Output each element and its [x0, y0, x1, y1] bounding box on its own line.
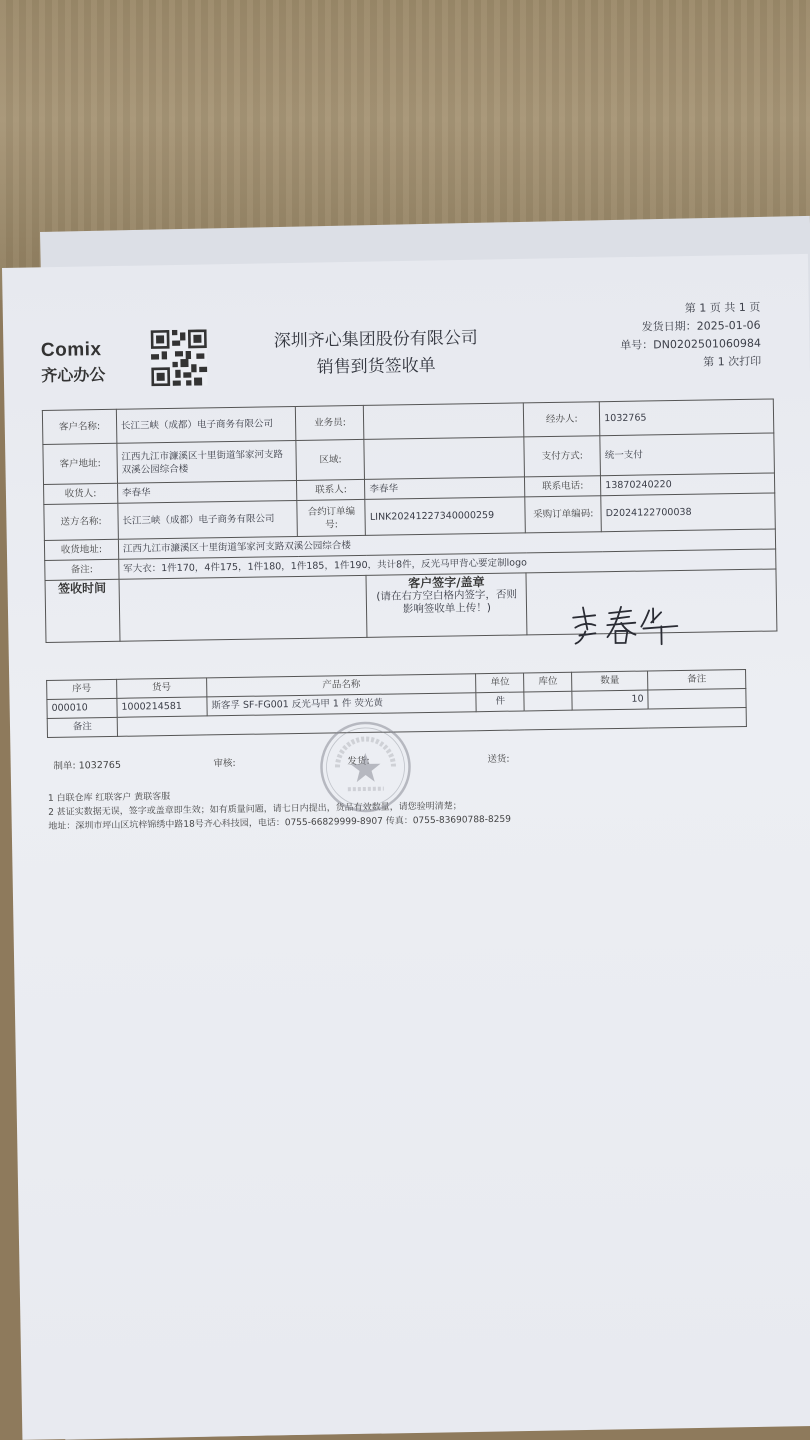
receiver-value: 李春华	[117, 480, 297, 503]
company-name: 深圳齐心集团股份有限公司	[273, 328, 478, 352]
sign-time-label: 签收时间	[45, 579, 120, 642]
logo-chinese: 齐心办公	[41, 364, 106, 385]
maker-field: 制单: 1032765	[53, 759, 122, 772]
customer-sign-cell	[366, 573, 527, 638]
column-header: 序号	[47, 679, 117, 699]
region-label: 区域:	[296, 439, 364, 480]
document-title-block	[256, 323, 497, 379]
column-header: 产品名称	[206, 674, 476, 697]
remark-value: 军大衣：1件170，4件175，1件180，1件185，1件190，共计8件，反光马甲背心要定制logo	[119, 549, 776, 579]
company-seal-stamp	[317, 718, 414, 815]
ship-to-label: 送方名称:	[44, 503, 118, 540]
contact-label: 联系人:	[297, 479, 365, 500]
row-remark	[648, 688, 746, 709]
salesman-value	[364, 403, 524, 440]
contact-value: 李春华	[365, 477, 525, 500]
note-copies: 1 白联仓库 红联客户 黄联客服	[47, 792, 171, 804]
column-header: 库位	[524, 672, 572, 692]
print-count: 第 1 次打印	[703, 354, 762, 369]
order-number: 单号：DN0202501060984	[620, 336, 761, 352]
delivery-address-value: 江西九江市濂溪区十里街道邹家河支路双溪公园综合楼	[118, 529, 775, 559]
logo-english: Comix	[40, 339, 102, 361]
payment-label: 支付方式:	[524, 436, 600, 477]
document-title: 销售到货签收单	[316, 355, 436, 378]
note-terms: 2 甚证实数据无误，签字或盖章即生效；如有质量问题，请七日内提出，货品有效数量，请您验明清楚；	[48, 801, 462, 818]
ship-to-value: 长江三峡（成都）电子商务有限公司	[118, 500, 298, 539]
sign-instruction: (请在右方空白格内签字，否则影响签收单上传！)	[376, 588, 518, 616]
sign-time-value	[119, 575, 367, 641]
shipper-field: 发货:	[347, 755, 370, 768]
delivery-field: 送货:	[487, 753, 510, 766]
salesman-label: 业务员:	[296, 405, 364, 440]
handwritten-signature	[565, 602, 686, 648]
qr-code-icon	[151, 329, 208, 386]
handler-value: 1032765	[599, 399, 773, 436]
row-location	[524, 691, 572, 711]
delivery-address-label: 收货地址:	[44, 539, 118, 560]
company-address: 地址：深圳市坪山区坑梓锦绣中路18号齐心科技园，电话：0755-66829999-8907 传真：0755-83690788-8259	[48, 814, 511, 832]
row-unit: 件	[476, 692, 524, 712]
page-info: 第 1 页 共 1 页	[684, 300, 761, 315]
po-value: D2024122700038	[601, 493, 775, 532]
handler-label: 经办人:	[524, 402, 600, 437]
document-meta	[620, 299, 762, 373]
po-label: 采购订单编码:	[525, 496, 601, 533]
comix-logo	[41, 339, 132, 386]
phone-label: 联系电话:	[525, 476, 601, 497]
row-quantity: 10	[572, 690, 648, 710]
column-header: 货号	[117, 678, 207, 698]
contract-value: LINK20241227340000259	[365, 497, 525, 536]
receiver-label: 收货人:	[44, 483, 118, 504]
column-header: 备注	[648, 669, 746, 690]
ship-date: 发货日期：2025-01-06	[641, 318, 761, 334]
payment-value: 统一支付	[600, 433, 774, 476]
footer-notes	[48, 785, 511, 834]
column-header: 数量	[572, 671, 648, 691]
phone-value: 13870240220	[601, 473, 775, 496]
customer-name-value: 长江三峡（成都）电子商务有限公司	[116, 406, 296, 443]
row-item-code: 1000214581	[117, 697, 207, 717]
remark-label: 备注:	[45, 559, 119, 580]
row-product-name: 斯客孚 SF-FG001 反光马甲 1 件 荧光黄	[207, 693, 477, 716]
delivery-receipt-document	[40, 280, 789, 852]
region-value	[364, 437, 525, 480]
customer-sign-label: 客户签字/盖章	[408, 575, 485, 591]
column-header: 单位	[476, 673, 524, 693]
customer-address-value: 江西九江市濂溪区十里街道邹家河支路双溪公园综合楼	[117, 440, 297, 483]
items-remark-label: 备注	[47, 717, 117, 737]
customer-name-label: 客户名称:	[42, 409, 116, 444]
customer-address-label: 客户地址:	[43, 443, 117, 484]
row-seq: 000010	[47, 698, 117, 718]
contract-label: 合约订单编号:	[297, 499, 365, 536]
reviewer-field: 审核:	[213, 757, 236, 770]
